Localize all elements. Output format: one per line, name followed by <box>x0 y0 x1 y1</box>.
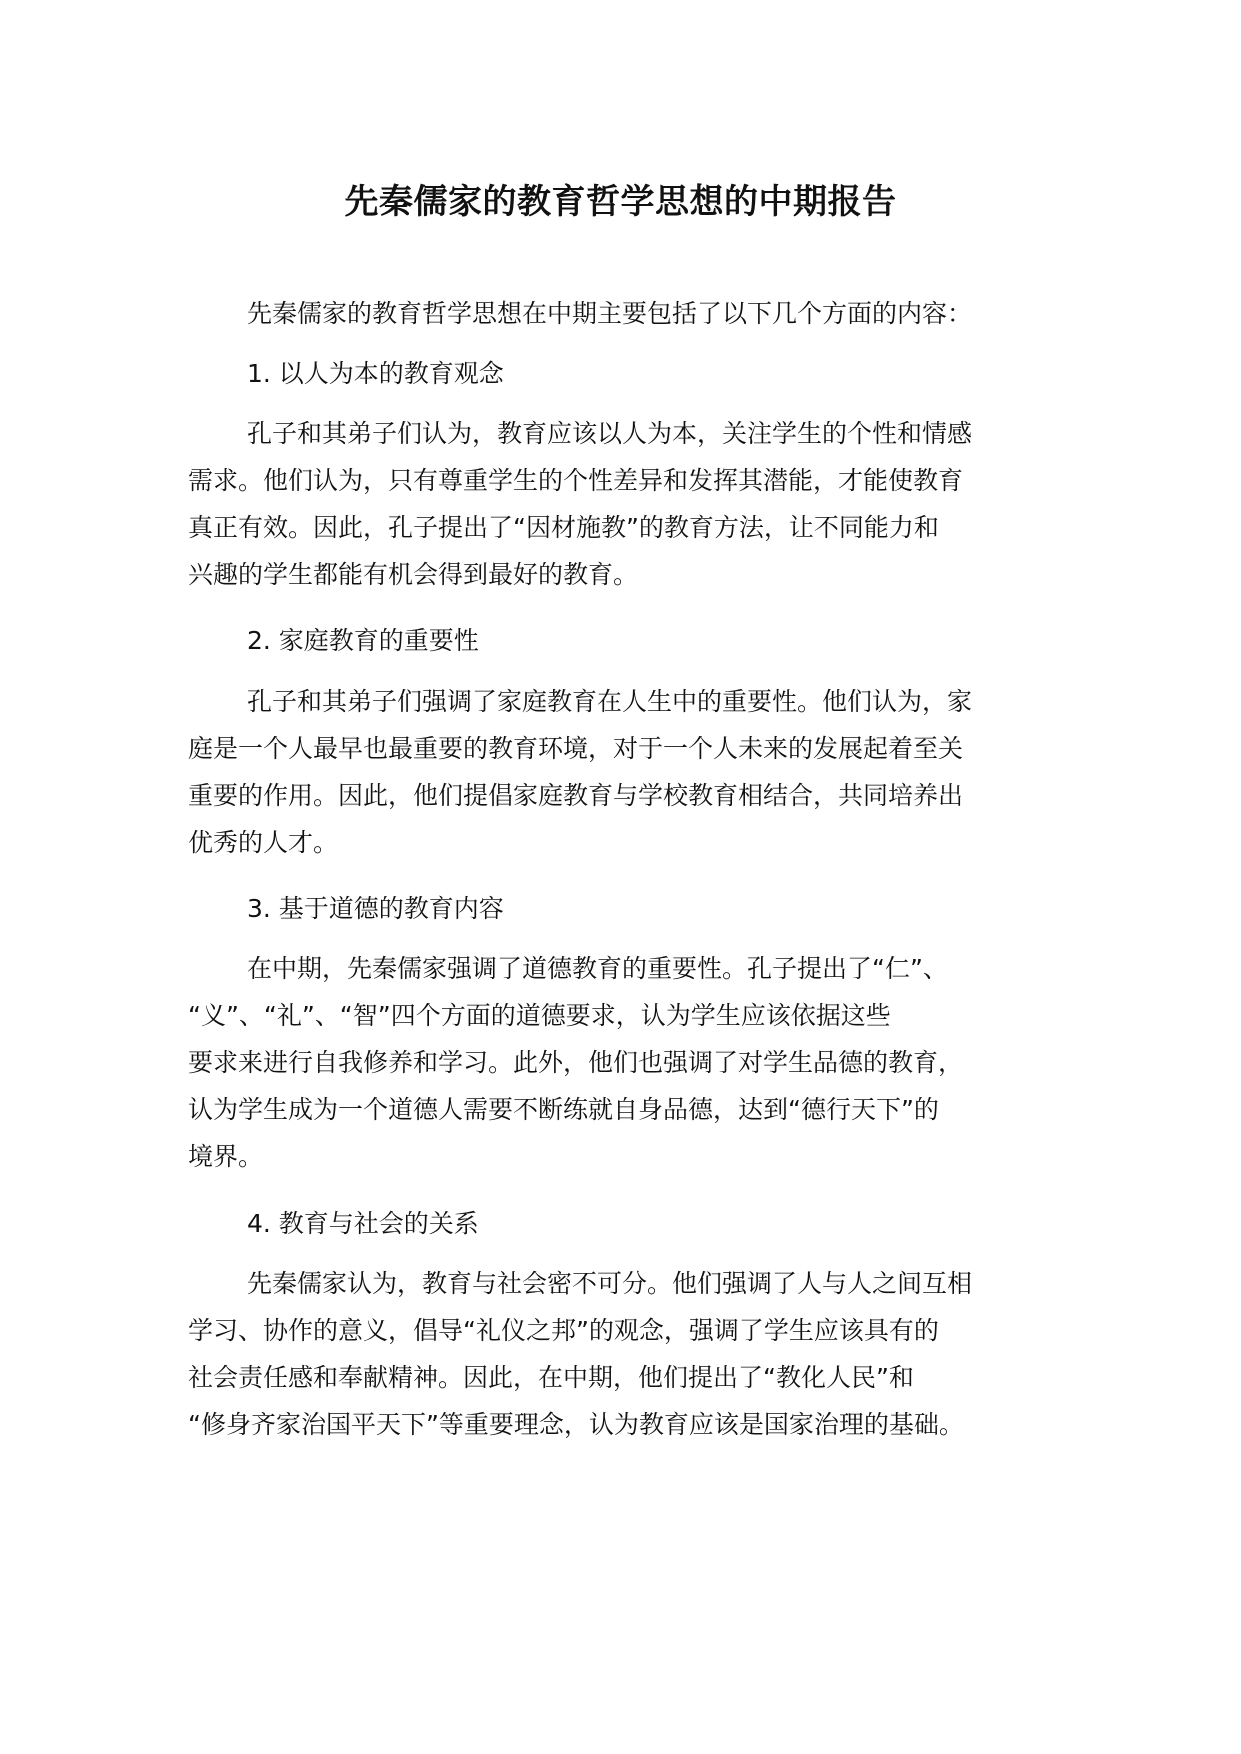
paragraph-line: 先秦儒家认为，教育与社会密不可分。他们强调了人与人之间互相 <box>247 1269 973 1298</box>
intro-paragraph: 先秦儒家的教育哲学思想在中期主要包括了以下几个方面的内容： <box>247 299 973 328</box>
paragraph-line: 境界。 <box>188 1142 264 1171</box>
paragraph-line: 社会责任感和奉献精神。因此，在中期，他们提出了“教化人民”和 <box>188 1363 914 1392</box>
paragraph-line: 真正有效。因此，孔子提出了“因材施教”的教育方法，让不同能力和 <box>188 513 939 542</box>
paragraph-line: “修身齐家治国平天下”等重要理念，认为教育应该是国家治理的基础。 <box>188 1410 964 1439</box>
paragraph-line: 优秀的人才。 <box>188 828 339 857</box>
paragraph-line: 要求来进行自我修养和学习。此外，他们也强调了对学生品德的教育， <box>188 1048 964 1077</box>
section-heading: 2. 家庭教育的重要性 <box>247 626 479 655</box>
paragraph-line: 重要的作用。因此，他们提倡家庭教育与学校教育相结合，共同培养出 <box>188 781 964 810</box>
paragraph-line: 需求。他们认为，只有尊重学生的个性差异和发挥其潜能，才能使教育 <box>188 466 964 495</box>
paragraph-line: 学习、协作的意义，倡导“礼仪之邦”的观念，强调了学生应该具有的 <box>188 1316 939 1345</box>
page-title: 先秦儒家的教育哲学思想的中期报告 <box>344 182 897 222</box>
section-heading: 1. 以人为本的教育观念 <box>247 359 504 388</box>
paragraph-line: 孔子和其弟子们认为，教育应该以人为本，关注学生的个性和情感 <box>247 419 973 448</box>
section-heading: 3. 基于道德的教育内容 <box>247 894 504 923</box>
section-heading: 4. 教育与社会的关系 <box>247 1209 479 1238</box>
paragraph-line: 孔子和其弟子们强调了家庭教育在人生中的重要性。他们认为，家 <box>247 687 973 716</box>
paragraph-line: “义”、“礼”、“智”四个方面的道德要求，认为学生应该依据这些 <box>188 1001 891 1030</box>
paragraph-line: 在中期，先秦儒家强调了道德教育的重要性。孔子提出了“仁”、 <box>247 954 948 983</box>
paragraph-line: 兴趣的学生都能有机会得到最好的教育。 <box>188 560 639 589</box>
paragraph-line: 庭是一个人最早也最重要的教育环境，对于一个人未来的发展起着至关 <box>188 734 964 763</box>
paragraph-line: 认为学生成为一个道德人需要不断练就自身品德，达到“德行天下”的 <box>188 1095 939 1124</box>
